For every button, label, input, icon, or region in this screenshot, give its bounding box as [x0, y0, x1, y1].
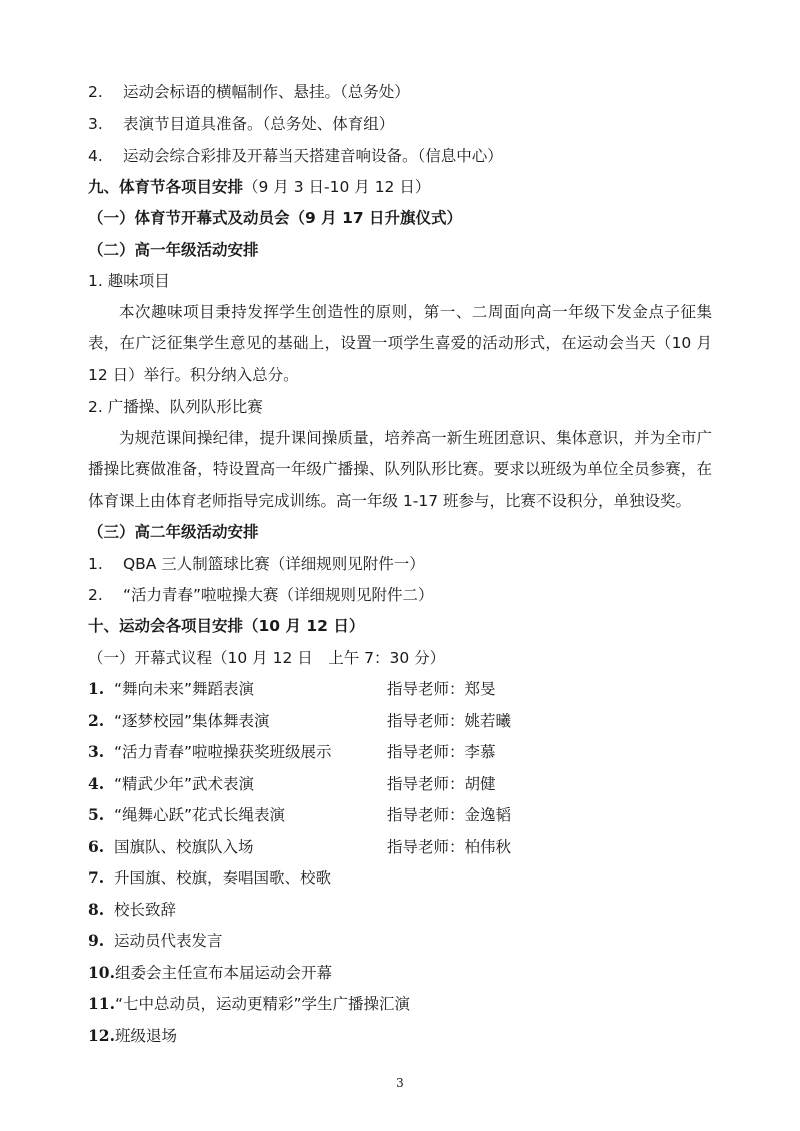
agenda-text: 国旗队、校旗队入场: [114, 838, 254, 856]
agenda-text: “舞向未来”舞蹈表演: [114, 680, 255, 698]
agenda-teacher: 指导老师：金逸韬: [387, 806, 512, 824]
agenda-text: 校长致辞: [114, 901, 177, 919]
agenda-text: 组委会主任宣布本届运动会开幕: [114, 964, 332, 982]
agenda-number: 5.: [88, 805, 105, 824]
agenda-item: [88, 868, 331, 888]
agenda-number: 4.: [88, 774, 105, 793]
section-9-title: 九、体育节各项目安排: [88, 178, 244, 196]
agenda-item: [88, 774, 254, 794]
agenda-number: 8.: [88, 900, 105, 919]
agenda-text: “逐梦校园”集体舞表演: [114, 712, 270, 730]
list-text: 表演节目道具准备。（总务处、体育组）: [122, 115, 395, 133]
list-number: 1.: [88, 555, 103, 573]
agenda-text: “绳舞心跃”花式长绳表演: [114, 806, 286, 824]
agenda-teacher: 指导老师：柏伟秋: [387, 838, 512, 856]
fun-heading: 1. 趣味项目: [88, 272, 170, 290]
section-9-dates: （9 月 3 日-10 月 12 日）: [243, 178, 431, 196]
prep-item-4: [88, 146, 503, 166]
agenda-number: 11.: [88, 994, 115, 1013]
grade2-item-2: [88, 585, 434, 605]
grade2-item-1: [88, 554, 425, 574]
agenda-item: [88, 711, 270, 731]
drill-paragraph: 为规范课间操纪律，提升课间操质量，培养高一新生班团意识、集体意识，并为全市广播操比赛做准备，特设置高一年级广播操、队列队形比赛。要求以班级为单位全员参赛，在体育课上由体育老师指导完成训练。高一年级 1-17 班参与，比赛不设积分，单独设奖。: [88, 429, 712, 510]
agenda-number: 7.: [88, 868, 105, 887]
list-number: 4.: [88, 147, 103, 165]
section-10-heading: 十、运动会各项目安排（10 月 12 日）: [88, 617, 365, 635]
agenda-number: 2.: [88, 711, 105, 730]
subsection-2-heading: （二）高一年级活动安排: [88, 241, 259, 259]
agenda-item: [88, 900, 176, 920]
agenda-teacher: 指导老师：胡健: [387, 775, 496, 793]
agenda-teacher: 指导老师：李慕: [387, 743, 496, 761]
agenda-item: [88, 679, 254, 699]
agenda-number: 6.: [88, 837, 105, 856]
page-number: 3: [396, 1076, 404, 1090]
agenda-number: 3.: [88, 742, 105, 761]
agenda-text: “七中总动员，运动更精彩”学生广播操汇演: [114, 995, 411, 1013]
list-text: “活力青春”啦啦操大赛（详细规则见附件二）: [122, 586, 434, 604]
agenda-teacher: 指导老师：姚若曦: [387, 712, 512, 730]
agenda-text: 升国旗、校旗，奏唱国歌、校歌: [114, 869, 332, 887]
prep-item-2: [88, 82, 410, 102]
list-number: 3.: [88, 115, 103, 133]
agenda-item: [88, 963, 332, 983]
agenda-teacher: 指导老师：郑旻: [387, 680, 496, 698]
agenda-item: [88, 742, 332, 762]
section-9-heading: [88, 177, 430, 197]
subsection-1-heading: （一）体育节开幕式及动员会（9 月 17 日升旗仪式）: [88, 209, 463, 227]
agenda-item: [88, 1026, 177, 1046]
agenda-number: 9.: [88, 931, 105, 950]
agenda-number: 1.: [88, 679, 105, 698]
agenda-item: [88, 931, 223, 951]
list-text: 运动会综合彩排及开幕当天搭建音响设备。（信息中心）: [122, 147, 503, 165]
prep-item-3: [88, 114, 394, 134]
agenda-text: “活力青春”啦啦操获奖班级展示: [114, 743, 332, 761]
list-text: QBA 三人制篮球比赛（详细规则见附件一）: [122, 555, 425, 573]
agenda-number: 12.: [88, 1026, 115, 1045]
list-number: 2.: [88, 83, 103, 101]
agenda-text: 运动员代表发言: [114, 932, 223, 950]
agenda-item: [88, 837, 254, 857]
agenda-item: [88, 994, 410, 1014]
fun-paragraph: 本次趣味项目秉持发挥学生创造性的原则，第一、二周面向高一年级下发金点子征集表，在广泛征集学生意见的基础上，设置一项学生喜爱的活动形式，在运动会当天（10 月 12 日）举行。积分纳入总分。: [88, 303, 712, 384]
drill-heading: 2. 广播操、队列队形比赛: [88, 398, 263, 416]
list-text: 运动会标语的横幅制作、悬挂。（总务处）: [122, 83, 410, 101]
subsection-3-heading: （三）高二年级活动安排: [88, 523, 259, 541]
agenda-text: “精武少年”武术表演: [114, 775, 255, 793]
agenda-number: 10.: [88, 963, 115, 982]
list-number: 2.: [88, 586, 103, 604]
agenda-text: 班级退场: [114, 1027, 177, 1045]
agenda-item: [88, 805, 285, 825]
ceremony-heading: （一）开幕式议程（10 月 12 日 上午 7：30 分）: [88, 649, 446, 667]
